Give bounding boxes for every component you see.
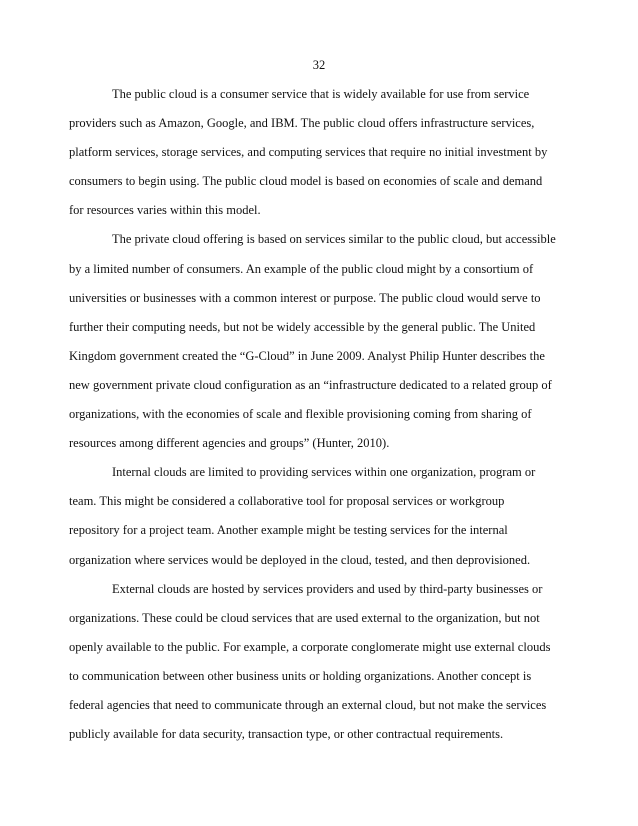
text-line: publicly available for data security, transaction type, or other contractual requirements.: [69, 727, 504, 742]
text-line: External clouds are hosted by services providers and used by third-party businesses or: [112, 581, 543, 596]
text-line: universities or businesses with a common interest or purpose. The public cloud would serve to: [69, 290, 541, 305]
text-line: platform services, storage services, and computing services that require no initial investment by: [69, 145, 548, 160]
text-line: organization where services would be deployed in the cloud, tested, and then deprovisioned.: [69, 552, 531, 567]
text-line: by a limited number of consumers. An example of the public cloud might by a consortium of: [69, 261, 534, 276]
text-line: federal agencies that need to communicate through an external cloud, but not make the services: [69, 697, 547, 712]
text-line: The public cloud is a consumer service that is widely available for use from service: [112, 87, 530, 101]
text-line: further their computing needs, but not be widely accessible by the general public. The United: [69, 319, 536, 334]
text-line: for resources varies within this model.: [69, 203, 261, 218]
text-line: organizations, with the economies of scale and flexible provisioning coming from sharing of: [69, 407, 532, 422]
text-line: organizations. These could be cloud services that are used external to the organization, but not: [69, 610, 540, 625]
text-line: Kingdom government created the “G-Cloud” in June 2009. Analyst Philip Hunter describes the: [69, 348, 545, 363]
body-text: [69, 80, 569, 749]
text-line: consumers to begin using. The public cloud model is based on economies of scale and demand: [69, 174, 543, 189]
text-line: new government private cloud configuration as an “infrastructure dedicated to a related group of: [69, 377, 552, 392]
text-line: Internal clouds are limited to providing services within one organization, program or: [112, 465, 536, 480]
text-line: resources among different agencies and groups” (Hunter, 2010).: [69, 436, 390, 451]
text-line: openly available to the public. For example, a corporate conglomerate might use external clouds: [69, 639, 551, 654]
text-line: providers such as Amazon, Google, and IBM. The public cloud offers infrastructure services,: [69, 116, 535, 131]
text-line: The private cloud offering is based on services similar to the public cloud, but accessible: [112, 232, 556, 247]
page-number: 32: [312, 58, 326, 72]
text-line: to communication between other business units or holding organizations. Another concept is: [69, 668, 532, 683]
text-line: repository for a project team. Another example might be testing services for the internal: [69, 523, 508, 538]
text-line: team. This might be considered a collaborative tool for proposal services or workgroup: [69, 494, 505, 509]
